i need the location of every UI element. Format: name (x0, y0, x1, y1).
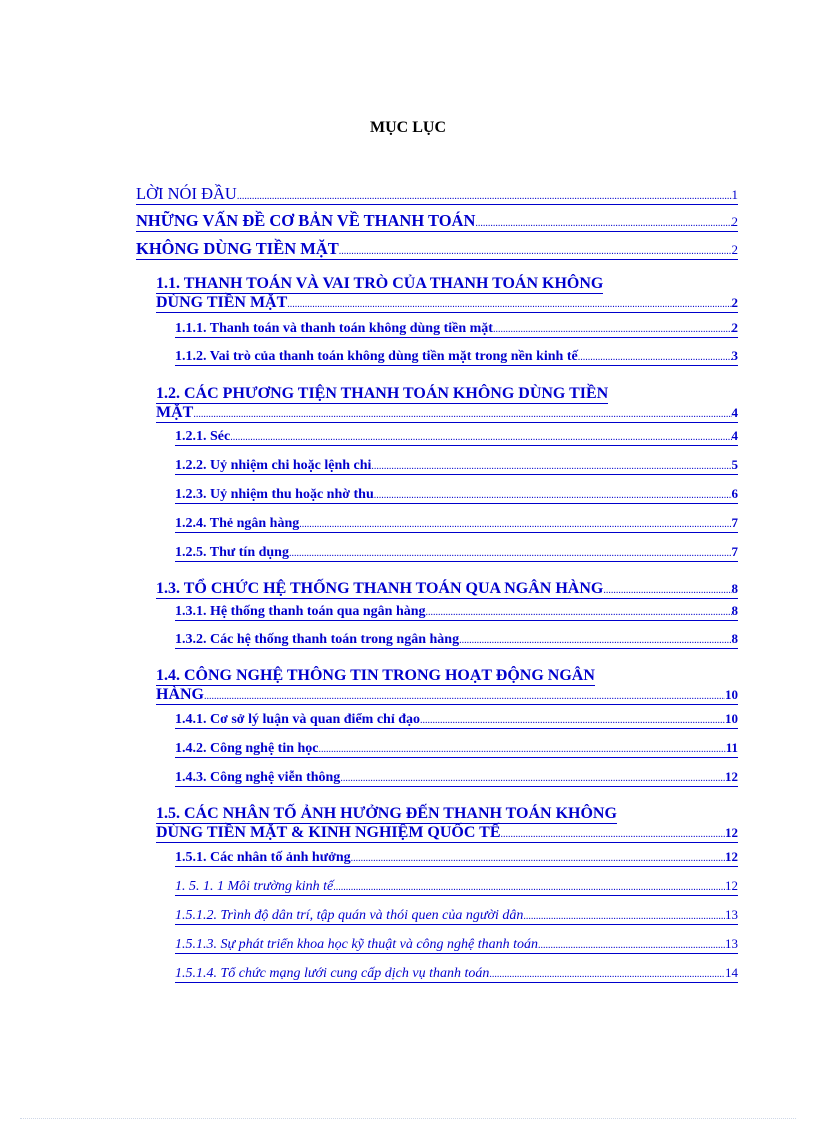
toc-entry-text: 1.5.1.4. Tổ chức mạng lưới cung cấp dịch vụ thanh toán (175, 966, 490, 981)
leader-dots (523, 908, 725, 924)
toc-entry-1-3-2[interactable] (175, 631, 738, 649)
leader-dots (459, 632, 731, 648)
toc-entry-text: 1.4.1. Cơ sở lý luận và quan điểm chỉ đạo (175, 712, 420, 727)
leader-dots (371, 458, 731, 474)
toc-entry-text-line1: 1.1. THANH TOÁN VÀ VAI TRÒ CỦA THANH TOÁN KHÔNG (156, 275, 604, 292)
toc-entry-1-5[interactable] (156, 805, 738, 843)
toc-entry-1-5-1[interactable] (175, 849, 738, 867)
leader-dots (493, 321, 732, 337)
toc-entry-1-2-4[interactable] (175, 515, 738, 533)
toc-entry-chapter-title-2[interactable] (136, 239, 738, 260)
leader-dots (319, 741, 726, 757)
toc-entry-1-2-2[interactable] (175, 457, 738, 475)
leader-dots (204, 686, 725, 704)
leader-dots (333, 879, 725, 895)
leader-dots (500, 824, 725, 842)
toc-entry-1-5-1-1[interactable] (175, 878, 738, 896)
toc-entry-1-4-2[interactable] (175, 740, 738, 758)
leader-dots (578, 349, 732, 365)
toc-entry-text: 1.1.2. Vai trò của thanh toán không dùng tiền mặt trong nền kinh tế (175, 349, 578, 364)
toc-entry-1-3[interactable] (156, 580, 738, 599)
toc-entry-text: DÙNG TIỀN MẶT (156, 294, 288, 311)
toc-entry-text: HÀNG (156, 686, 204, 703)
leader-dots (538, 937, 725, 953)
toc-page-number: 2 (731, 242, 738, 257)
leader-dots (475, 211, 731, 231)
leader-dots (193, 404, 731, 422)
leader-dots (489, 966, 725, 982)
toc-entry-text: 1.4.2. Công nghệ tin học (175, 741, 319, 756)
toc-page-number: 14 (725, 965, 738, 980)
toc-page-number: 4 (731, 428, 738, 443)
toc-entry-text: 1.3. TỔ CHỨC HỆ THỐNG THANH TOÁN QUA NGÂN HÀNG (156, 580, 604, 597)
leader-dots (351, 850, 725, 866)
toc-entry-1-4-3[interactable] (175, 769, 738, 787)
toc-entry-text: 1.2.5. Thư tín dụng (175, 545, 289, 560)
toc-page-number: 5 (731, 457, 738, 472)
toc-page-number: 12 (725, 878, 738, 893)
toc-entry-text: 1.2.1. Séc (175, 429, 231, 444)
leader-dots (237, 184, 732, 204)
toc-page-number: 13 (725, 936, 738, 951)
toc-page-number: 1 (731, 187, 738, 202)
toc-entry-1-1-2[interactable] (175, 348, 738, 366)
toc-entry-1-5-1-2[interactable] (175, 907, 738, 925)
toc-entry-1-4-1[interactable] (175, 711, 738, 729)
toc-page-number: 2 (731, 320, 738, 335)
toc-entry-text: 1.2.4. Thẻ ngân hàng (175, 516, 300, 531)
toc-page-number: 2 (731, 214, 738, 229)
toc-entry-text: KHÔNG DÙNG TIỀN MẶT (136, 239, 339, 258)
toc-entry-text-line1: 1.2. CÁC PHƯƠNG TIỆN THANH TOÁN KHÔNG DÙNG TIỀN (156, 385, 609, 402)
toc-entry-text: MẶT (156, 404, 194, 421)
leader-dots (340, 770, 725, 786)
toc-page-number: 13 (725, 907, 738, 922)
toc-entry-1-1-1[interactable] (175, 320, 738, 338)
toc-page-number: 12 (725, 769, 738, 784)
toc-page-number: 3 (731, 348, 738, 363)
toc-entry-loi-noi-dau[interactable] (136, 184, 738, 205)
toc-entry-1-5-1-4[interactable] (175, 965, 738, 983)
toc-entry-text: LỜI NÓI ĐẦU (136, 184, 237, 203)
toc-page-number: 11 (725, 740, 738, 755)
toc-entry-text: 1. 5. 1. 1 Môi trường kinh tế (175, 879, 334, 894)
toc-entry-text: DÙNG TIỀN MẶT & KINH NGHIỆM QUỐC TẾ (156, 824, 501, 841)
toc-page-number: 8 (731, 581, 738, 596)
toc-page-number: 2 (731, 295, 738, 310)
toc-page-number: 4 (731, 405, 738, 420)
leader-dots (289, 545, 732, 561)
page-bottom-border (20, 1118, 796, 1119)
toc-entry-chapter-title-1[interactable] (136, 211, 738, 232)
toc-entry-1-4[interactable] (156, 667, 738, 705)
toc-page-number: 12 (725, 825, 738, 840)
toc-entry-1-5-1-3[interactable] (175, 936, 738, 954)
toc-entry-1-2-3[interactable] (175, 486, 738, 504)
toc-entry-text: 1.1.1. Thanh toán và thanh toán không dùng tiền mặt (175, 321, 493, 336)
toc-page-number: 8 (731, 631, 738, 646)
toc-entry-text: 1.5.1.3. Sự phát triển khoa học kỹ thuật và công nghệ thanh toán (175, 937, 539, 952)
leader-dots (299, 516, 731, 532)
leader-dots (339, 239, 732, 259)
toc-entry-1-1[interactable] (156, 275, 738, 313)
toc-entry-text: 1.2.2. Uỷ nhiệm chi hoặc lệnh chi (175, 458, 372, 473)
toc-page-number: 10 (725, 711, 738, 726)
leader-dots (374, 487, 732, 503)
toc-entry-text: 1.2.3. Uỷ nhiệm thu hoặc nhờ thu (175, 487, 374, 502)
leader-dots (426, 604, 732, 620)
toc-entry-text: 1.5.1.2. Trình độ dân trí, tập quán và thói quen của người dân (175, 908, 524, 923)
toc-page-number: 7 (731, 544, 738, 559)
toc-entry-text: 1.5.1. Các nhân tố ảnh hưởng (175, 850, 351, 865)
toc-page-number: 6 (731, 486, 738, 501)
toc-page-number: 12 (725, 849, 738, 864)
toc-entry-text: NHỮNG VẤN ĐỀ CƠ BẢN VỀ THANH TOÁN (136, 211, 476, 230)
leader-dots (287, 294, 731, 312)
toc-entry-1-3-1[interactable] (175, 603, 738, 621)
leader-dots (230, 429, 731, 445)
toc-page-number: 8 (731, 603, 738, 618)
leader-dots (603, 580, 731, 598)
toc-entry-text-line1: 1.4. CÔNG NGHỆ THÔNG TIN TRONG HOẠT ĐỘNG NGÂN (156, 667, 595, 684)
toc-entry-1-2-1[interactable] (175, 428, 738, 446)
toc-entry-1-2[interactable] (156, 385, 738, 423)
toc-entry-text: 1.3.1. Hệ thống thanh toán qua ngân hàng (175, 604, 426, 619)
toc-page-number: 10 (725, 687, 738, 702)
page-title: MỤC LỤC (370, 119, 446, 136)
toc-entry-1-2-5[interactable] (175, 544, 738, 562)
toc-page-number: 7 (731, 515, 738, 530)
toc-entry-text-line1: 1.5. CÁC NHÂN TỐ ẢNH HƯỞNG ĐẾN THANH TOÁN KHÔNG (156, 805, 617, 822)
leader-dots (420, 712, 725, 728)
toc-entry-text: 1.3.2. Các hệ thống thanh toán trong ngân hàng (175, 632, 460, 647)
toc-entry-text: 1.4.3. Công nghệ viễn thông (175, 770, 341, 785)
